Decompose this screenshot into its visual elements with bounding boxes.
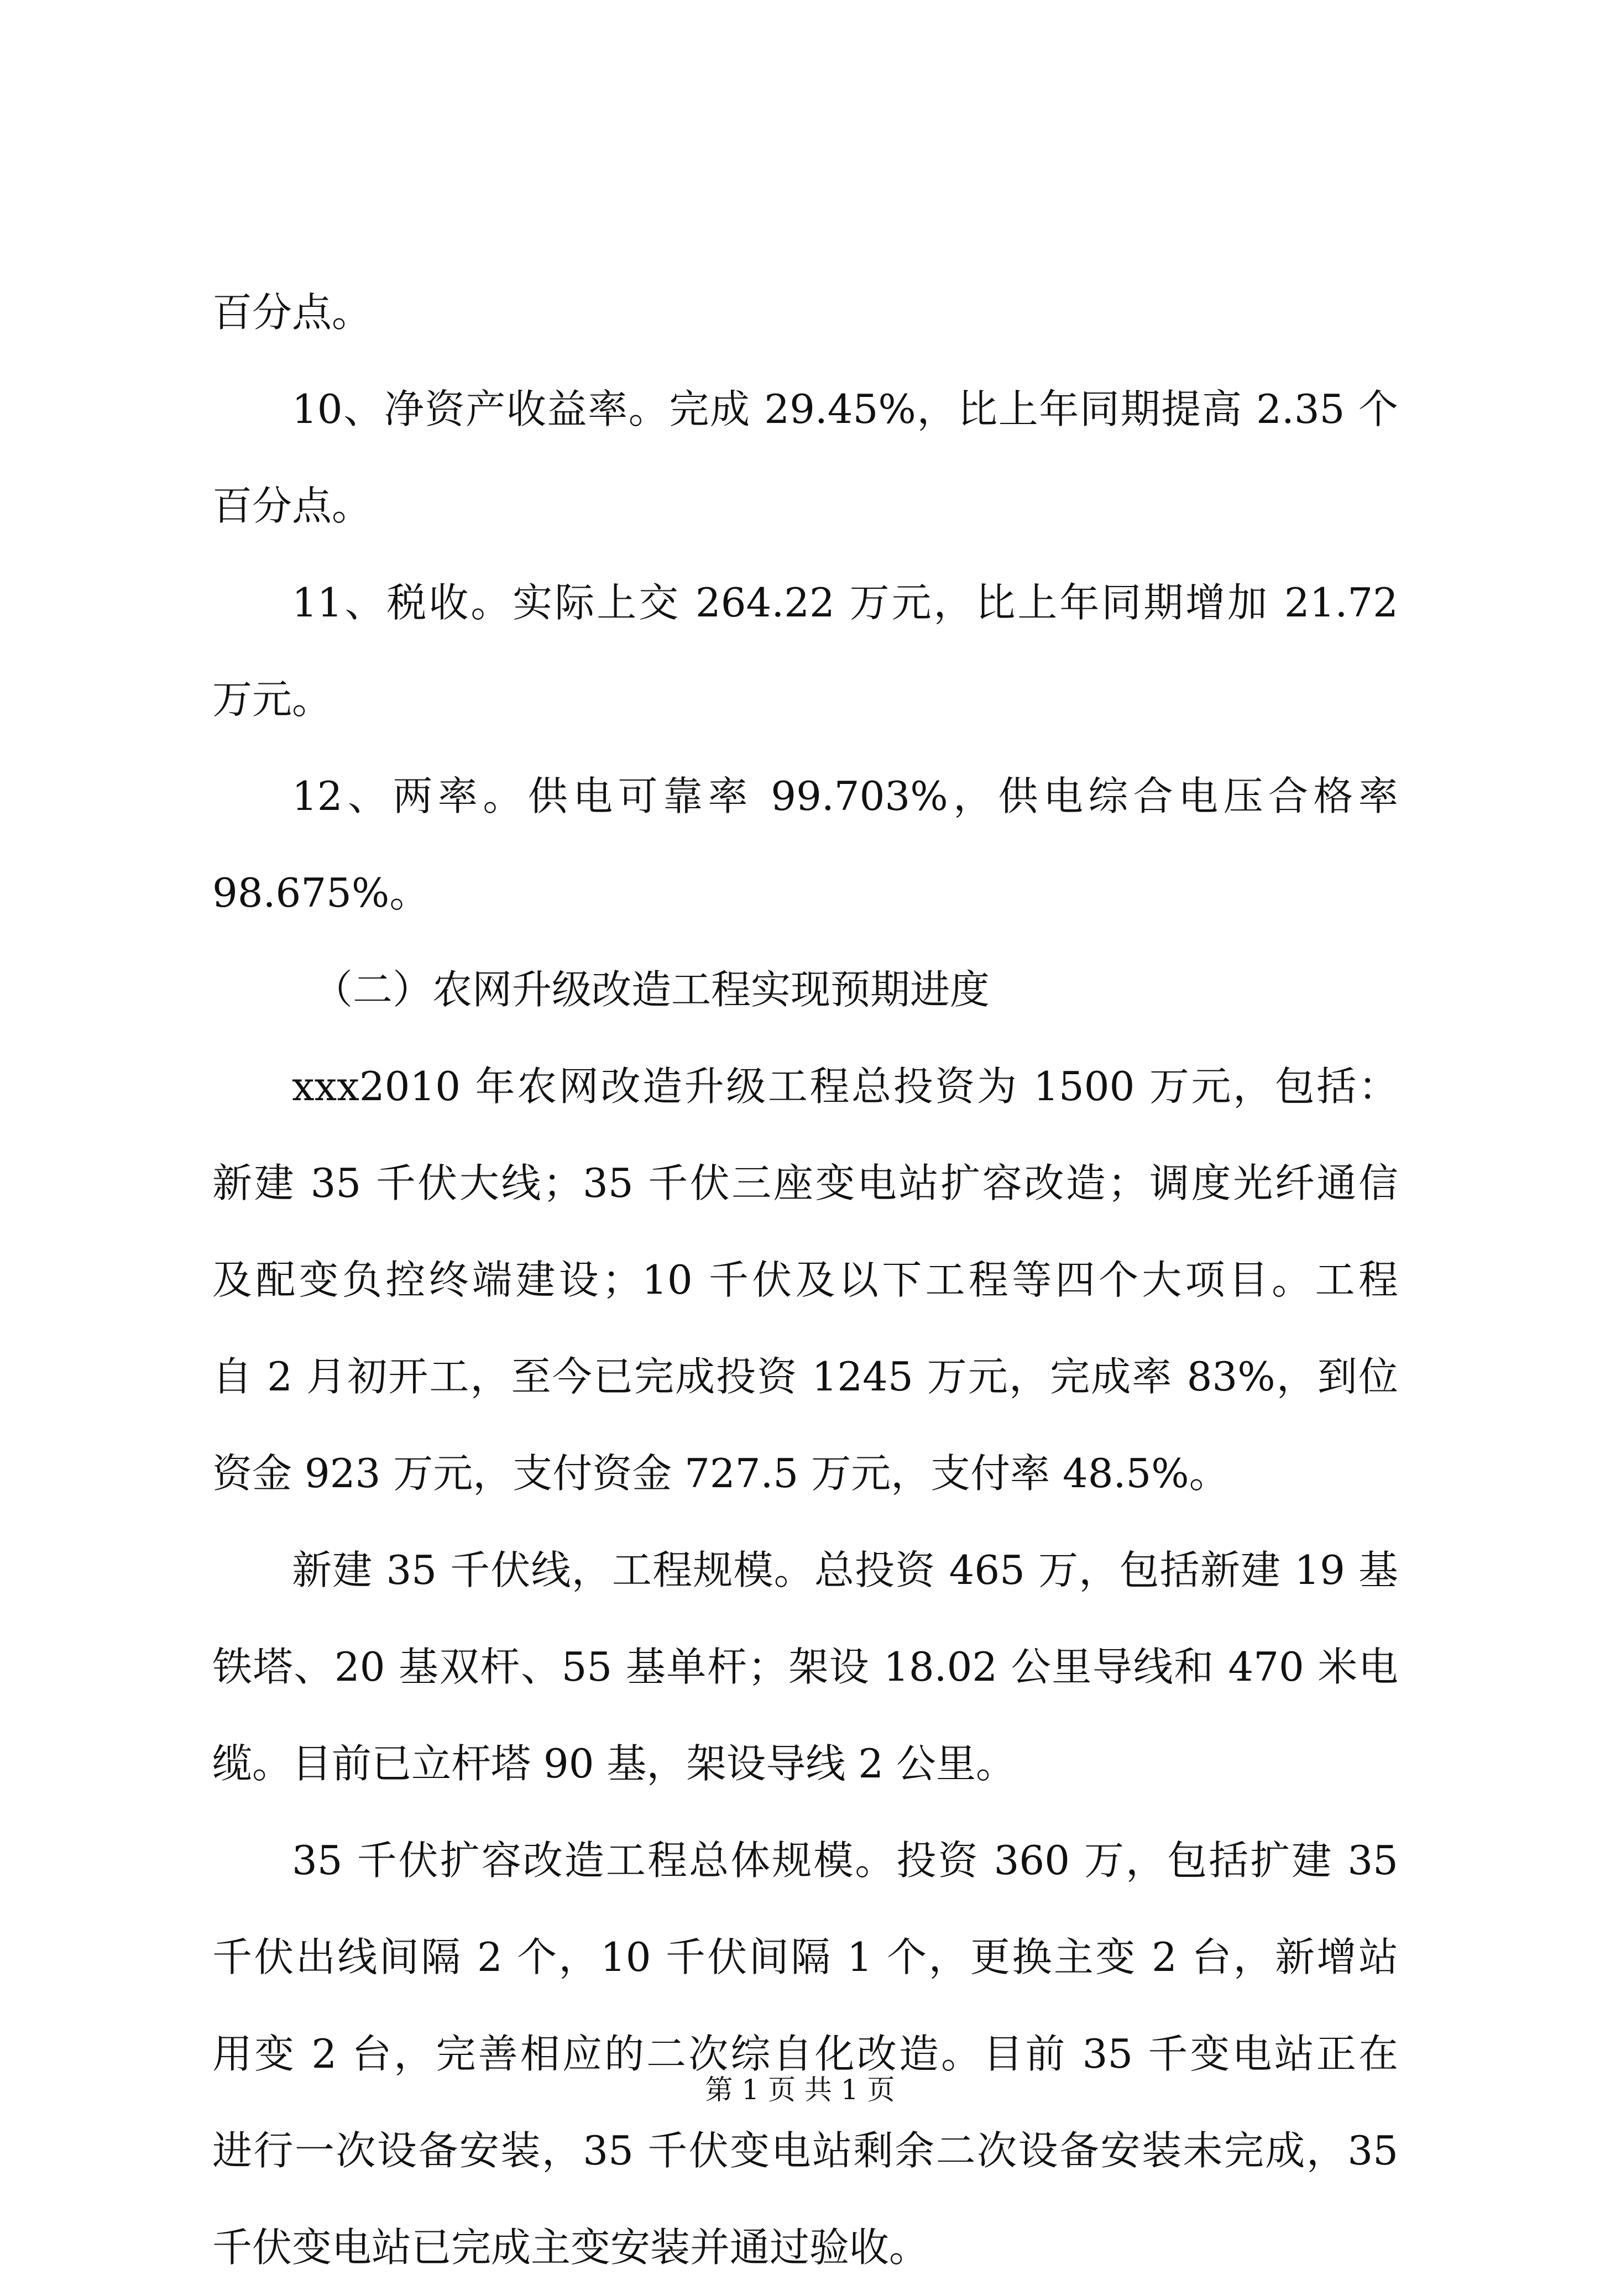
text-line: 98.675%。 (212, 870, 430, 916)
text-line: 自 2 月初开工，至今已完成投资 1245 万元，完成率 83%，到位 (212, 1353, 1398, 1400)
section-heading: （二）农网升级改造工程实现预期进度 (313, 966, 990, 1013)
text-line: 缆。目前已立杆塔 90 基，架设导线 2 公里。 (212, 1740, 1016, 1787)
text-line: 用变 2 台，完善相应的二次综自化改造。目前 35 千变电站正在 (212, 2031, 1398, 2077)
text-line: 进行一次设备安装，35 千伏变电站剩余二次设备安装未完成，35 (212, 2127, 1398, 2174)
page-footer: 第 1 页 共 1 页 (705, 2074, 895, 2106)
text-line: 12、两率。供电可靠率 99.703%，供电综合电压合格率 (292, 773, 1398, 819)
document-body (212, 264, 1398, 2296)
text-line: 资金 923 万元，支付资金 727.5 万元，支付率 48.5%。 (212, 1450, 1229, 1497)
text-line: 千伏变电站已完成主变安装并通过验收。 (212, 2224, 929, 2271)
text-line: 万元。 (212, 676, 332, 723)
text-line: 铁塔、20 基双杆、55 基单杆；架设 18.02 公里导线和 470 米电 (212, 1644, 1398, 1690)
text-line: 新建 35 千伏线，工程规模。总投资 465 万，包括新建 19 基 (292, 1547, 1398, 1593)
text-line: 11、税收。实际上交 264.22 万元，比上年同期增加 21.72 (292, 579, 1398, 626)
text-line: xxx2010 年农网改造升级工程总投资为 1500 万元，包括： (292, 1063, 1398, 1110)
text-line: 千伏出线间隔 2 个，10 千伏间隔 1 个，更换主变 2 台，新增站 (212, 1934, 1398, 1980)
text-line: 及配变负控终端建设；10 千伏及以下工程等四个大项目。工程 (212, 1257, 1398, 1303)
text-line: 35 千伏扩容改造工程总体规模。投资 360 万，包括扩建 35 (292, 1837, 1398, 1884)
text-line: 10、净资产收益率。完成 29.45%，比上年同期提高 2.35 个 (292, 386, 1398, 432)
text-line: 百分点。 (212, 289, 372, 336)
text-line: 百分点。 (212, 483, 372, 529)
text-line: 新建 35 千伏大线；35 千伏三座变电站扩容改造；调度光纤通信 (212, 1160, 1398, 1206)
